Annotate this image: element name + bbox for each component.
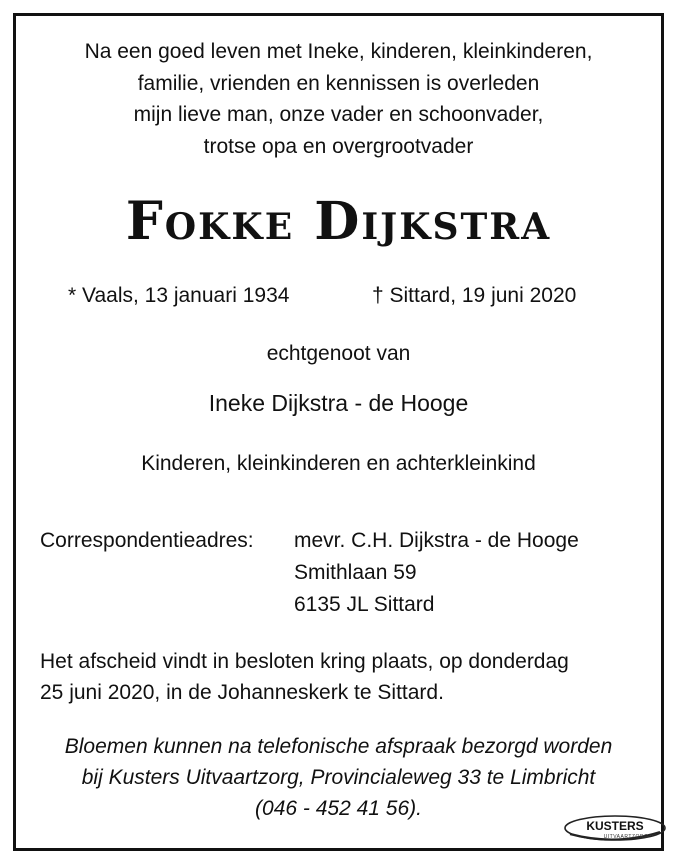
address-line: Smithlaan 59: [294, 561, 417, 584]
family-line: Kinderen, kleinkinderen en achterkleinkind: [141, 452, 536, 475]
logo-name: KUSTERS: [586, 819, 644, 833]
spouse-name: Ineke Dijkstra - de Hooge: [208, 390, 469, 416]
correspondence-label: Correspondentieadres:: [40, 529, 254, 552]
intro-line: familie, vrienden en kennissen is overleden: [137, 71, 540, 95]
farewell-line: 25 juni 2020, in de Johanneskerk te Sittard.: [40, 681, 444, 704]
intro-text: [0, 36, 677, 162]
intro-line: trotse opa en overgrootvader: [203, 134, 474, 158]
flowers-line: (046 - 452 41 56).: [255, 797, 422, 820]
address-line: 6135 JL Sittard: [294, 593, 435, 616]
intro-line: Na een goed leven met Ineke, kinderen, kleinkinderen,: [84, 40, 593, 63]
farewell-line: Het afscheid vindt in besloten kring plaats, op donderdag: [40, 650, 569, 673]
deceased-name: Fokke Dijkstra: [125, 191, 552, 252]
address-line: mevr. C.H. Dijkstra - de Hooge: [294, 529, 579, 552]
death-info: † Sittard, 19 juni 2020: [372, 284, 577, 307]
farewell-text: [40, 646, 569, 708]
logo-subtitle: UITVAARTZORG: [603, 834, 649, 840]
flowers-line: Bloemen kunnen na telefonische afspraak bezorgd worden: [64, 735, 613, 758]
birth-info: * Vaals, 13 januari 1934: [68, 284, 290, 307]
kusters-uitvaartzorg-logo: [562, 810, 668, 844]
intro-line: mijn lieve man, onze vader en schoonvader,: [133, 103, 544, 126]
spouse-label: echtgenoot van: [266, 342, 411, 365]
flowers-line: bij Kusters Uitvaartzorg, Provincialeweg 33 te Limbricht: [81, 766, 596, 789]
correspondence-address: [294, 525, 579, 621]
